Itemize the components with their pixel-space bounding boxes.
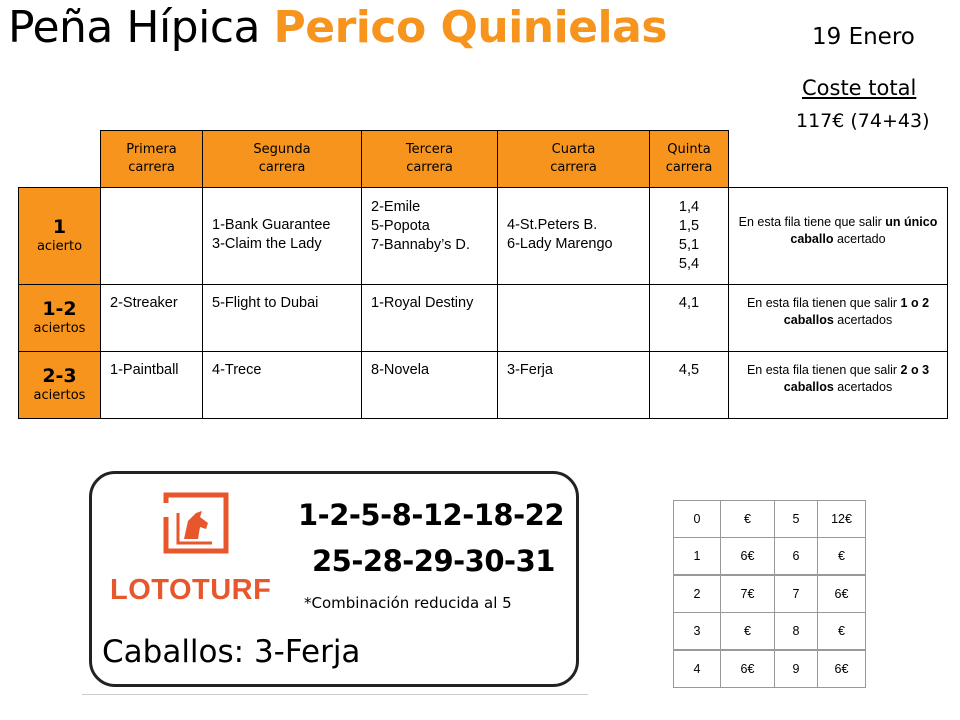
note-text: acertados <box>833 313 893 327</box>
cost-value: 117€ (74+43) <box>796 110 930 132</box>
row-label-number: 1 <box>52 216 67 238</box>
note-bold: caballos <box>783 380 834 394</box>
cell-cuarta: 4-St.Peters B. 6-Lady Marengo <box>497 187 650 285</box>
note-text: En esta fila tienen que salir <box>746 363 901 377</box>
cell-quinta: 4,5 <box>649 351 729 419</box>
prize-cell: 0 <box>673 500 721 538</box>
col-header-tercera: Tercera carrera <box>361 130 498 188</box>
lototurf-brand: LOTOTURF <box>110 574 272 606</box>
ticket-note: *Combinación reducida al 5 <box>304 594 512 612</box>
row-label-word: aciertos <box>33 388 86 403</box>
prize-cell: 2 <box>673 575 721 613</box>
row-label-word: acierto <box>36 239 83 254</box>
prize-cell: € <box>817 612 866 650</box>
note-bold: caballos <box>783 313 834 327</box>
ticket-numbers-line2: 25-28-29-30-31 <box>312 544 555 578</box>
cell-primera: 1-Paintball <box>100 351 203 419</box>
cell-quinta: 4,1 <box>649 284 729 352</box>
ticket-horses: Caballos: 3-Ferja <box>102 634 361 670</box>
cell-segunda: 4-Trece <box>202 351 362 419</box>
lototurf-ticket-card <box>89 471 579 687</box>
note-bold: 2 o 3 <box>900 363 930 377</box>
note-text: En esta fila tiene que salir <box>738 215 886 229</box>
row-label-number: 2-3 <box>42 365 77 387</box>
note-text: En esta fila tienen que salir <box>746 296 901 310</box>
cell-quinta: 1,4 1,5 5,1 5,4 <box>649 187 729 285</box>
prize-cell: 8 <box>774 612 818 650</box>
prize-cell: 3 <box>673 612 721 650</box>
prize-cell: 7 <box>774 575 818 613</box>
cell-segunda: 5-Flight to Dubai <box>202 284 362 352</box>
note-bold: 1 o 2 <box>900 296 930 310</box>
date-label: 19 Enero <box>812 24 915 50</box>
divider <box>82 694 588 695</box>
row-label-1 <box>18 187 101 285</box>
cell-cuarta: 3-Ferja <box>497 351 650 419</box>
horse-logo-icon <box>162 491 230 555</box>
col-header-primera: Primera carrera <box>100 130 203 188</box>
prize-cell: € <box>720 500 775 538</box>
note-text: acertado <box>833 232 886 246</box>
cell-segunda: 1-Bank Guarantee 3-Claim the Lady <box>202 187 362 285</box>
col-header-cuarta: Cuarta carrera <box>497 130 650 188</box>
prize-cell: 9 <box>774 650 818 688</box>
prize-cell: 1 <box>673 537 721 575</box>
cell-cuarta <box>497 284 650 352</box>
prize-cell: € <box>720 612 775 650</box>
title-brand: Perico Quinielas <box>273 2 668 53</box>
prize-cell: 7€ <box>720 575 775 613</box>
prize-cell: 4 <box>673 650 721 688</box>
cell-tercera: 1-Royal Destiny <box>361 284 498 352</box>
row-note <box>728 351 948 419</box>
prize-cell: 5 <box>774 500 818 538</box>
row-label-number: 1-2 <box>42 298 77 320</box>
row-label-word: aciertos <box>33 321 86 336</box>
prize-cell: € <box>817 537 866 575</box>
prize-cell: 12€ <box>817 500 866 538</box>
page-title <box>8 2 667 53</box>
note-bold: un único caballo <box>790 215 938 246</box>
cell-primera: 2-Streaker <box>100 284 203 352</box>
note-text: acertados <box>833 380 893 394</box>
cell-tercera: 8-Novela <box>361 351 498 419</box>
prize-cell: 6 <box>774 537 818 575</box>
prize-cell: 6€ <box>817 575 866 613</box>
row-label-2-3 <box>18 351 101 419</box>
col-header-segunda: Segunda carrera <box>202 130 362 188</box>
ticket-numbers-line1: 1-2-5-8-12-18-22 <box>298 498 564 532</box>
row-note <box>728 284 948 352</box>
col-header-quinta: Quinta carrera <box>649 130 729 188</box>
row-label-1-2 <box>18 284 101 352</box>
prize-cell: 6€ <box>817 650 866 688</box>
cell-primera <box>100 187 203 285</box>
cost-label: Coste total <box>802 76 917 100</box>
row-note <box>728 187 948 285</box>
prize-cell: 6€ <box>720 650 775 688</box>
title-prefix: Peña Hípica <box>8 2 260 53</box>
prize-cell: 6€ <box>720 537 775 575</box>
cell-tercera: 2-Emile 5-Popota 7-Bannaby’s D. <box>361 187 498 285</box>
